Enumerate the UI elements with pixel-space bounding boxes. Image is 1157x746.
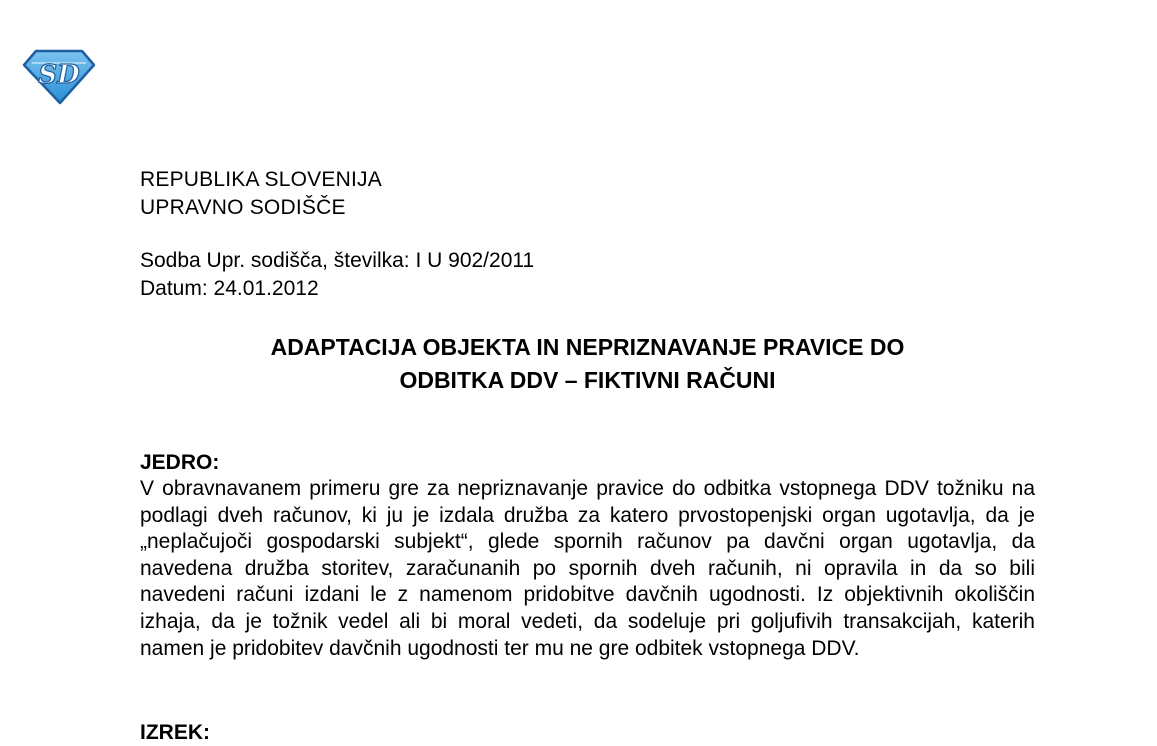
jedro-heading: JEDRO: [140, 451, 220, 474]
case-number: Sodba Upr. sodišča, številka: I U 902/2011 [140, 249, 535, 272]
document-title [140, 331, 1035, 397]
header-court: UPRAVNO SODIŠČE [140, 196, 346, 219]
izrek-heading: IZREK: [140, 721, 210, 744]
document-title-line-2: ODBITKA DDV – FIKTIVNI RAČUNI [399, 367, 776, 393]
document-title-line-1: ADAPTACIJA OBJEKTA IN NEPRIZNAVANJE PRAVICE DO [270, 334, 905, 360]
jedro-text: V obravnavanem primeru gre za nepriznavanje pravice do odbitka vstopnega DDV tožniku na podlagi dveh računov, ki ju je izdala družba za katero prvostopenjski organ ugotavlja, da je „neplačujoči gospodarski subjekt“, glede spornih računov pa davčni organ ugotavlja, da navedena družba storitev, zaračunanih po spornih dveh računih, ni opravila in da so bili navedeni računi izdani le z namenom pridobitve davčnih ugodnosti. Iz objektivnih okoliščin izhaja, da je tožnik vedel ali bi moral vedeti, da sodeluje pri goljufivih transakcijah, katerih namen je pridobitev davčnih ugodnosti ter mu ne gre odbitek vstopnega DDV. [140, 477, 1035, 660]
header-country: REPUBLIKA SLOVENIJA [140, 168, 382, 191]
case-date: Datum: 24.01.2012 [140, 277, 319, 300]
court-logo [22, 49, 96, 105]
logo-letters: SD [38, 60, 80, 90]
case-meta [140, 247, 534, 303]
court-header [140, 166, 382, 222]
